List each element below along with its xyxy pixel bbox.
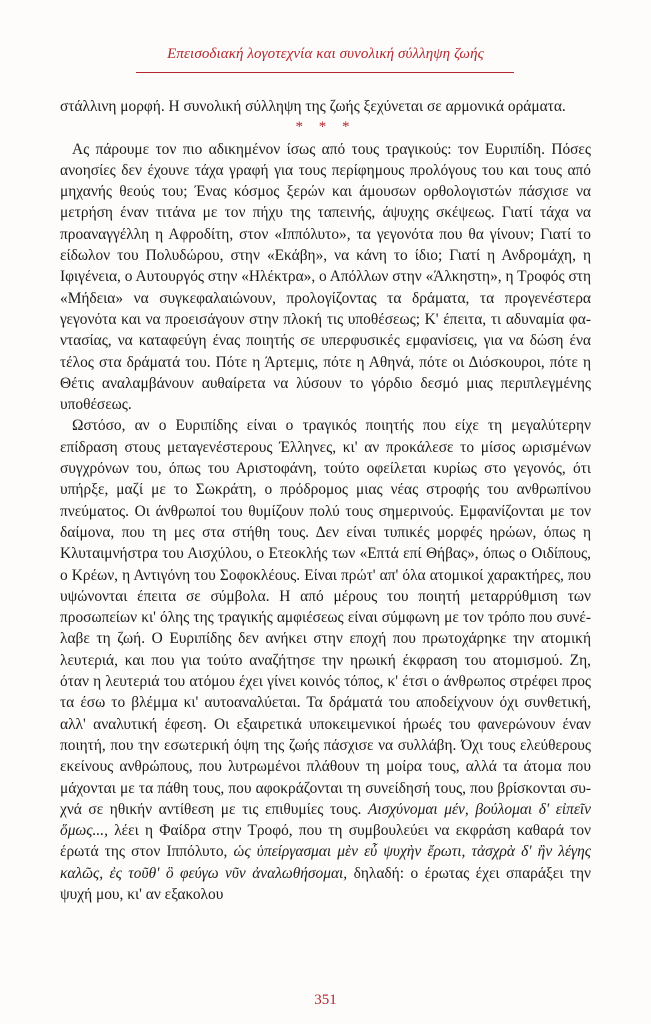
running-head-rule [136, 72, 514, 73]
paragraph-euripides-influence [60, 415, 591, 905]
body-text [60, 96, 591, 905]
running-head: Επεισοδιακή λογοτεχνία και συνολική σύλληψη ζωής [167, 46, 484, 62]
greek-quote-italic: ὡς ὑπείργασμαι μὲν εὖ ψυχὴν ἔρωτι, τἀσχρὰ δ' ἢν λέγης καλῶς, ἐς τοῦθ' ὃ φεύγω νῦν ἀναλωθήσομαι, [60, 843, 591, 882]
paragraph-text-segment: δηλαδή: ο έρωτας έχει σπαράξει την ψυχή μου, κι' αν εξακολου [60, 864, 592, 903]
paragraph-text-segment: Ωστόσο, αν ο Ευριπίδης είναι ο τραγικός ποιητής που είχε τη μεγαλύτερην επίδραση στους μεταγενέστερους Έλληνες, κι' αν προκάλεσε το μίσος ωρισμένων συγχρόνων του, όπως του Αριστοφάνη, τούτο οφείλεται κυρίως στο γεγονός, ότι υπήρξε, μαζί με το Σωκράτη, ο πρόδρομος μιας νέας στροφής του ανθρωπίνου πνεύματος. Οι άνθρωποί του θυμίζουν πολύ τους σημερινούς. Εμφανίζονται με τον δαίμονα, που τη μες στα στήθη τους. Δεν είναι τυπικές μορφές ηρώων, όπως η Κλυταιμνήστρα του Αισχύλου, ο Ετεοκλής των «Επτά επί Θήβας», όπως ο Οιδίπους, ο Κρέων, η Αντιγόνη του Σοφοκλέους. Είναι πρώτ' απ' όλα ατομικοί χαρακτήρες, που υψώνονται έπειτα σε σύμβολα. Η από μέρους του ποιητή μεταρρύθμιση των προσωπείων κι' όλης της τραγικής αμφιέσεως είναι σύμφωνη με τον τρόπο που συνέλαβε τη ζωή. Ο Ευριπίδης δεν ανήκει στην εποχή που πρωτοχάρηκε την ατομική λευτεριά, και που για τούτο αναζήτησε την ηρωική έκφραση του ατομισμού. Ζη, όταν η λευτεριά του ατόμου έχει γίνει κοινός τόπος, κ' έτσι ο άνθρωπος στρέφει προς τα έσω το βλέμμα κι' αυτοαναλύεται. Τα δράματά του αποδείχνουν όχι συνθετική, αλλ' αναλυτική έφεση. Οι εξαιρετικά υποκειμενικοί ήρωές του φανερώνουν έναν ποιητή, που την εσωτερική όψη της ζωής πάσχισε να συλλάβη. Όχι τους ελεύθερους εκείνους ανθρώπους, που λυτρωμένοι πλάθουν τη μοίρα τους, αλλά τα άτομα που μάχονται με τα πάθη τους, που αφοκράζονται τη συνείδησή τους, που βρίσκονται συχνά σε ηθικήν αντίθεση με τις επιθυμίες τους. [60, 417, 591, 818]
paragraph-euripides-prologues: Ας πάρουμε τον πιο αδικημένον ίσως από τους τραγικούς: τον Ευριπίδη. Πόσες ανοησίες δεν έχουνε τάχα γραφή για τους περίφημους προλόγους του και τους από μηχανής θεούς του; Ένας κόσμος ξερών και άμουσων ορθολογιστών πάσχισε να μετρήση έναν τιτάνα με τον πήχυ της ταπεινής, άψυχης σκέψεως. Γιατί τάχα να προαναγγέλλη η Αφροδίτη, στον «Ιππόλυτο», τα γεγονότα που θα γίνουν; Γιατί το είδωλον του Πολυδώρου, στην «Εκάβη», να κάνη το ίδιο; Γιατί η Ανδρομάχη, η Ιφιγένεια, ο Αυτουργός στην «Ηλέκτρα», ο Απόλλων στην «Άλκηστη», η Τροφός στη «Μήδεια» να συγκεφαλαιώνουν, προλογίζοντας τα δράματα, τα προγενέστερα γεγονότα και να προεισάγουν στην πλοκή τις υποθέσεως; Κ' έπειτα, τι αδυναμία φαντασίας, να καταφεύγη ένας ποιητής σε υπερφυσικές εμφανίσεις, για να δώση ένα τέλος στα δράματά του. Πότε η Άρτεμις, πότε η Αθηνά, πότε οι Διόσκουροι, πότε η Θέτις αναλαμβάνουν αυθαίρετα να λύσουν το γόρδιο δεσμό μιας περιπλεγμένης υποθέσεως. [60, 140, 591, 414]
paragraph-text-segment: λέει η Φαίδρα στην Τροφό, που τη συμβουλεύει να εκφράση καθαρά τον έρωτά της στον Ιππόλυτο, [60, 822, 591, 861]
greek-quote-italic: Αισχύνομαι μέν, βούλομαι δ' εἰπεῖν ὅμως..., [60, 800, 592, 840]
paragraph-continuation: στάλλινη μορφή. Η συνολική σύλληψη της ζωής ξεχύνεται σε αρμονικά οράματα. [60, 98, 566, 115]
section-break-asterisks: * * * [295, 119, 356, 136]
page-number: 351 [314, 992, 337, 1008]
